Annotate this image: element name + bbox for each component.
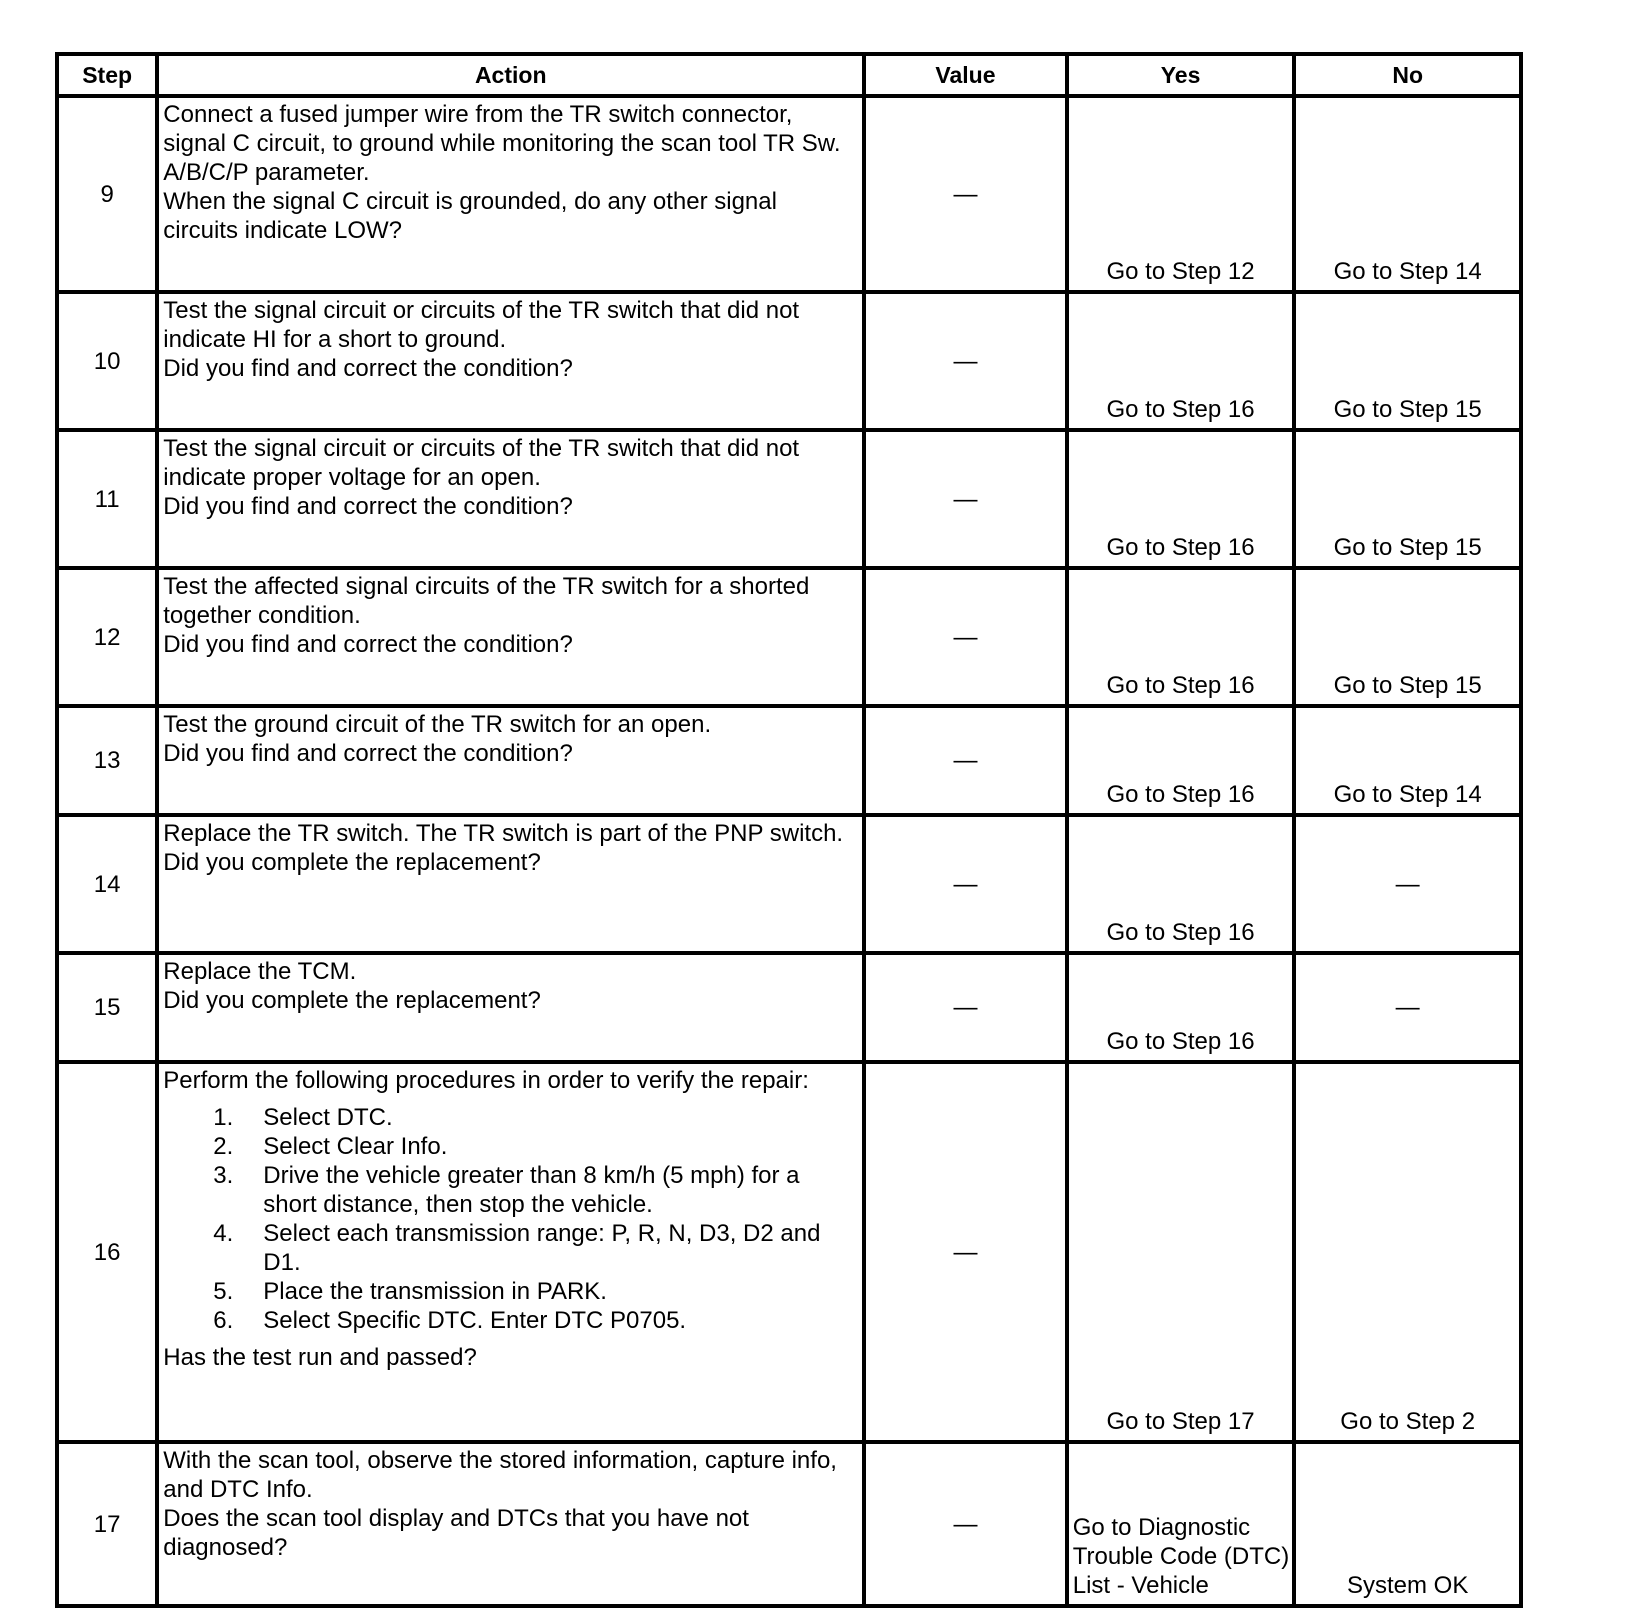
yes-cell: Go to Step 17 [1067,1062,1295,1442]
table-row [57,706,1521,815]
yes-cell: Go to Step 16 [1067,568,1295,706]
action-text: Connect a fused jumper wire from the TR switch connector, signal C circuit, to ground while monitoring the scan tool TR Sw. A/B/C/P parameter. [163,101,841,186]
value-cell: — [864,292,1067,430]
action-text: Test the signal circuit or circuits of the TR switch that did not indicate HI for a short to ground. [163,297,800,353]
yes-cell: Go to Step 16 [1067,430,1295,568]
action-cell [157,568,864,706]
action-cell [157,953,864,1062]
action-question: Did you find and correct the condition? [163,355,573,382]
value-cell: — [864,815,1067,953]
value-cell: — [864,430,1067,568]
action-cell [157,292,864,430]
action-text: Replace the TCM. [163,958,357,985]
table-row [57,568,1521,706]
step-number: 16 [57,1062,157,1442]
value-cell: — [864,1062,1067,1442]
action-text: Perform the following procedures in order to verify the repair: [163,1067,809,1094]
step-number: 13 [57,706,157,815]
action-cell [157,96,864,292]
step-number: 10 [57,292,157,430]
action-question: Did you find and correct the condition? [163,493,573,520]
table-row [57,292,1521,430]
procedure-item: Place the transmission in PARK. [263,1278,607,1305]
yes-cell: Go to Step 16 [1067,815,1295,953]
table-row [57,1442,1521,1606]
yes-cell: Go to Step 12 [1067,96,1295,292]
step-number: 14 [57,815,157,953]
action-question: When the signal C circuit is grounded, do any other signal circuits indicate LOW? [163,188,777,244]
step-number: 9 [57,96,157,292]
yes-cell: Go to Step 16 [1067,953,1295,1062]
action-cell [157,706,864,815]
action-cell [157,430,864,568]
procedure-item: Select Clear Info. [263,1133,448,1160]
action-cell [157,1062,864,1442]
no-cell: Go to Step 14 [1294,96,1521,292]
value-cell: — [864,953,1067,1062]
no-cell: Go to Step 15 [1294,430,1521,568]
step-number: 15 [57,953,157,1062]
procedure-item: Select each transmission range: P, R, N, D3, D2 and D1. [263,1220,821,1276]
no-cell: System OK [1294,1442,1521,1606]
action-text: Test the ground circuit of the TR switch for an open. [163,711,712,738]
table-row [57,953,1521,1062]
action-cell [157,815,864,953]
action-question: Did you complete the replacement? [163,849,541,876]
yes-cell: Go to Step 16 [1067,292,1295,430]
action-question: Does the scan tool display and DTCs that you have not diagnosed? [163,1505,749,1561]
procedure-item: Select DTC. [263,1104,393,1131]
step-number: 17 [57,1442,157,1606]
action-question: Has the test run and passed? [163,1344,477,1371]
header-no: No [1294,54,1521,96]
action-question: Did you find and correct the condition? [163,740,573,767]
header-yes: Yes [1067,54,1295,96]
value-cell: — [864,1442,1067,1606]
procedure-item: Select Specific DTC. Enter DTC P0705. [263,1307,687,1334]
yes-cell: Go to Diagnostic Trouble Code (DTC) List - Vehicle [1067,1442,1295,1606]
table-row [57,96,1521,292]
no-cell: Go to Step 15 [1294,568,1521,706]
no-cell: Go to Step 14 [1294,706,1521,815]
value-cell: — [864,96,1067,292]
action-text: Test the affected signal circuits of the TR switch for a shorted together condition. [163,573,810,629]
no-cell: Go to Step 2 [1294,1062,1521,1442]
no-cell: Go to Step 15 [1294,292,1521,430]
diagnostic-table [55,52,1523,1608]
action-text: With the scan tool, observe the stored information, capture info, and DTC Info. [163,1447,837,1503]
yes-cell: Go to Step 16 [1067,706,1295,815]
header-row [57,54,1521,96]
value-cell: — [864,568,1067,706]
step-number: 11 [57,430,157,568]
header-step: Step [57,54,157,96]
header-action: Action [157,54,864,96]
procedure-item: Drive the vehicle greater than 8 km/h (5 mph) for a short distance, then stop the vehicle. [263,1162,800,1218]
table-row [57,815,1521,953]
action-question: Did you find and correct the condition? [163,631,573,658]
step-number: 12 [57,568,157,706]
action-text: Test the signal circuit or circuits of the TR switch that did not indicate proper voltage for an open. [163,435,800,491]
no-cell: — [1294,953,1521,1062]
header-value: Value [864,54,1067,96]
procedure-list [163,1103,858,1335]
table-row [57,1062,1521,1442]
no-cell: — [1294,815,1521,953]
action-question: Did you complete the replacement? [163,987,541,1014]
table-row [57,430,1521,568]
action-text: Replace the TR switch. The TR switch is part of the PNP switch. [163,820,844,847]
action-cell [157,1442,864,1606]
value-cell: — [864,706,1067,815]
